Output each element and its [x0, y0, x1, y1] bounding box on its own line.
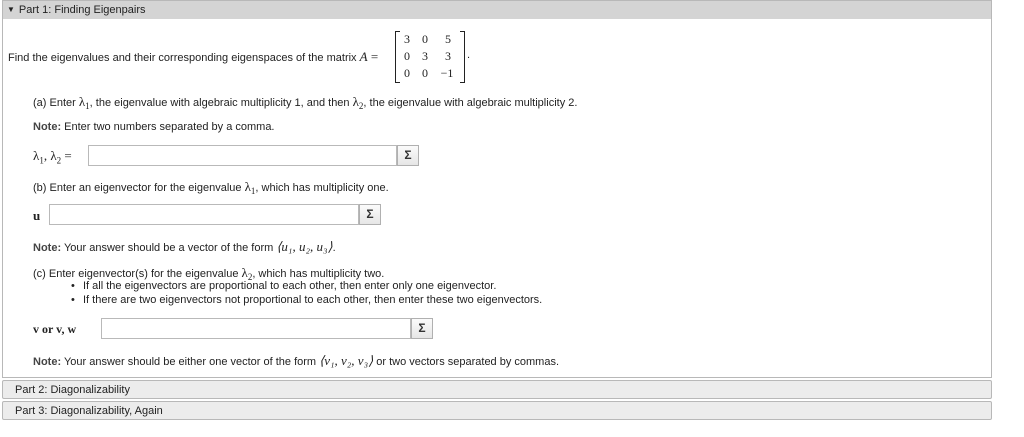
matrix-cell: 0 [404, 49, 410, 63]
matrix-cell: 5 [445, 32, 451, 46]
collapse-arrow-icon: ▼ [7, 5, 15, 14]
list-item: • If there are two eigenvectors not proportional to each other, then enter these two eigenvectors. [71, 293, 542, 307]
part3-header[interactable] [2, 401, 992, 420]
matrix-cell: 0 [422, 32, 428, 46]
instructions-list [71, 279, 542, 307]
note-b: Note: Your answer should be a vector of the form ⟨u₁, u₂, u₃⟩. [33, 239, 336, 254]
question-c-text: (c) Enter eigenvector(s) for the eigenvalue $\lambda_2$, which has multiplicity two. [33, 265, 385, 283]
equation-editor-button-c[interactable] [411, 318, 433, 339]
question-b-text: (b) Enter an eigenvector for the eigenvalue $\lambda_1$, which has multiplicity one. [33, 179, 389, 197]
matrix-cell: 3 [445, 49, 451, 63]
part1-title: Part 1: Finding Eigenpairs [18, 4, 146, 16]
note-c: Note: Your answer should be either one vector of the form ⟨v₁, v₂, v₃⟩ or two vectors separated by commas. [33, 353, 560, 368]
part2-header[interactable] [2, 380, 992, 399]
matrix-right-bracket [460, 31, 465, 83]
part1-panel [2, 0, 992, 378]
matrix-period: . [467, 49, 471, 61]
equation-editor-button-b[interactable] [359, 204, 381, 225]
eigenvector-vw-label: v or v, w [33, 322, 77, 336]
question-a-text: (a) Enter $\lambda_1$, the eigenvalue with algebraic multiplicity 1, and then $\lambda_2$, the eigenvalue with algebraic multiplicity 2. [33, 94, 578, 112]
eigenvector-vw-input[interactable] [101, 318, 411, 339]
sigma-icon: Σ [366, 207, 374, 221]
matrix-label: A [359, 49, 368, 64]
matrix-cell: 3 [422, 49, 428, 63]
list-item: • If all the eigenvectors are proportional to each other, then enter only one eigenvector. [71, 279, 542, 293]
matrix-A [395, 31, 465, 83]
note-a: Note: Enter two numbers separated by a comma. [33, 121, 275, 133]
eigenvector-u-input[interactable] [49, 204, 359, 225]
matrix-cell: 3 [404, 32, 410, 46]
matrix-cell: 0 [404, 66, 410, 80]
part3-title: Part 3: Diagonalizability, Again [15, 405, 163, 417]
matrix-cell: 0 [422, 66, 428, 80]
sigma-icon: Σ [418, 321, 426, 335]
part2-title: Part 2: Diagonalizability [15, 384, 130, 396]
eigenvalues-input-label: $\lambda_1$, $\lambda_2$ = [33, 148, 72, 166]
part1-header[interactable] [3, 1, 991, 19]
eigenvalues-input[interactable] [88, 145, 397, 166]
equation-editor-button-a[interactable] [397, 145, 419, 166]
question-prompt: Find the eigenvalues and their corresponding eigenspaces of the matrix A = [8, 49, 379, 64]
sigma-icon: Σ [404, 148, 412, 162]
eigenvector-u-label: u [33, 208, 41, 223]
matrix-cell: −1 [440, 66, 454, 80]
